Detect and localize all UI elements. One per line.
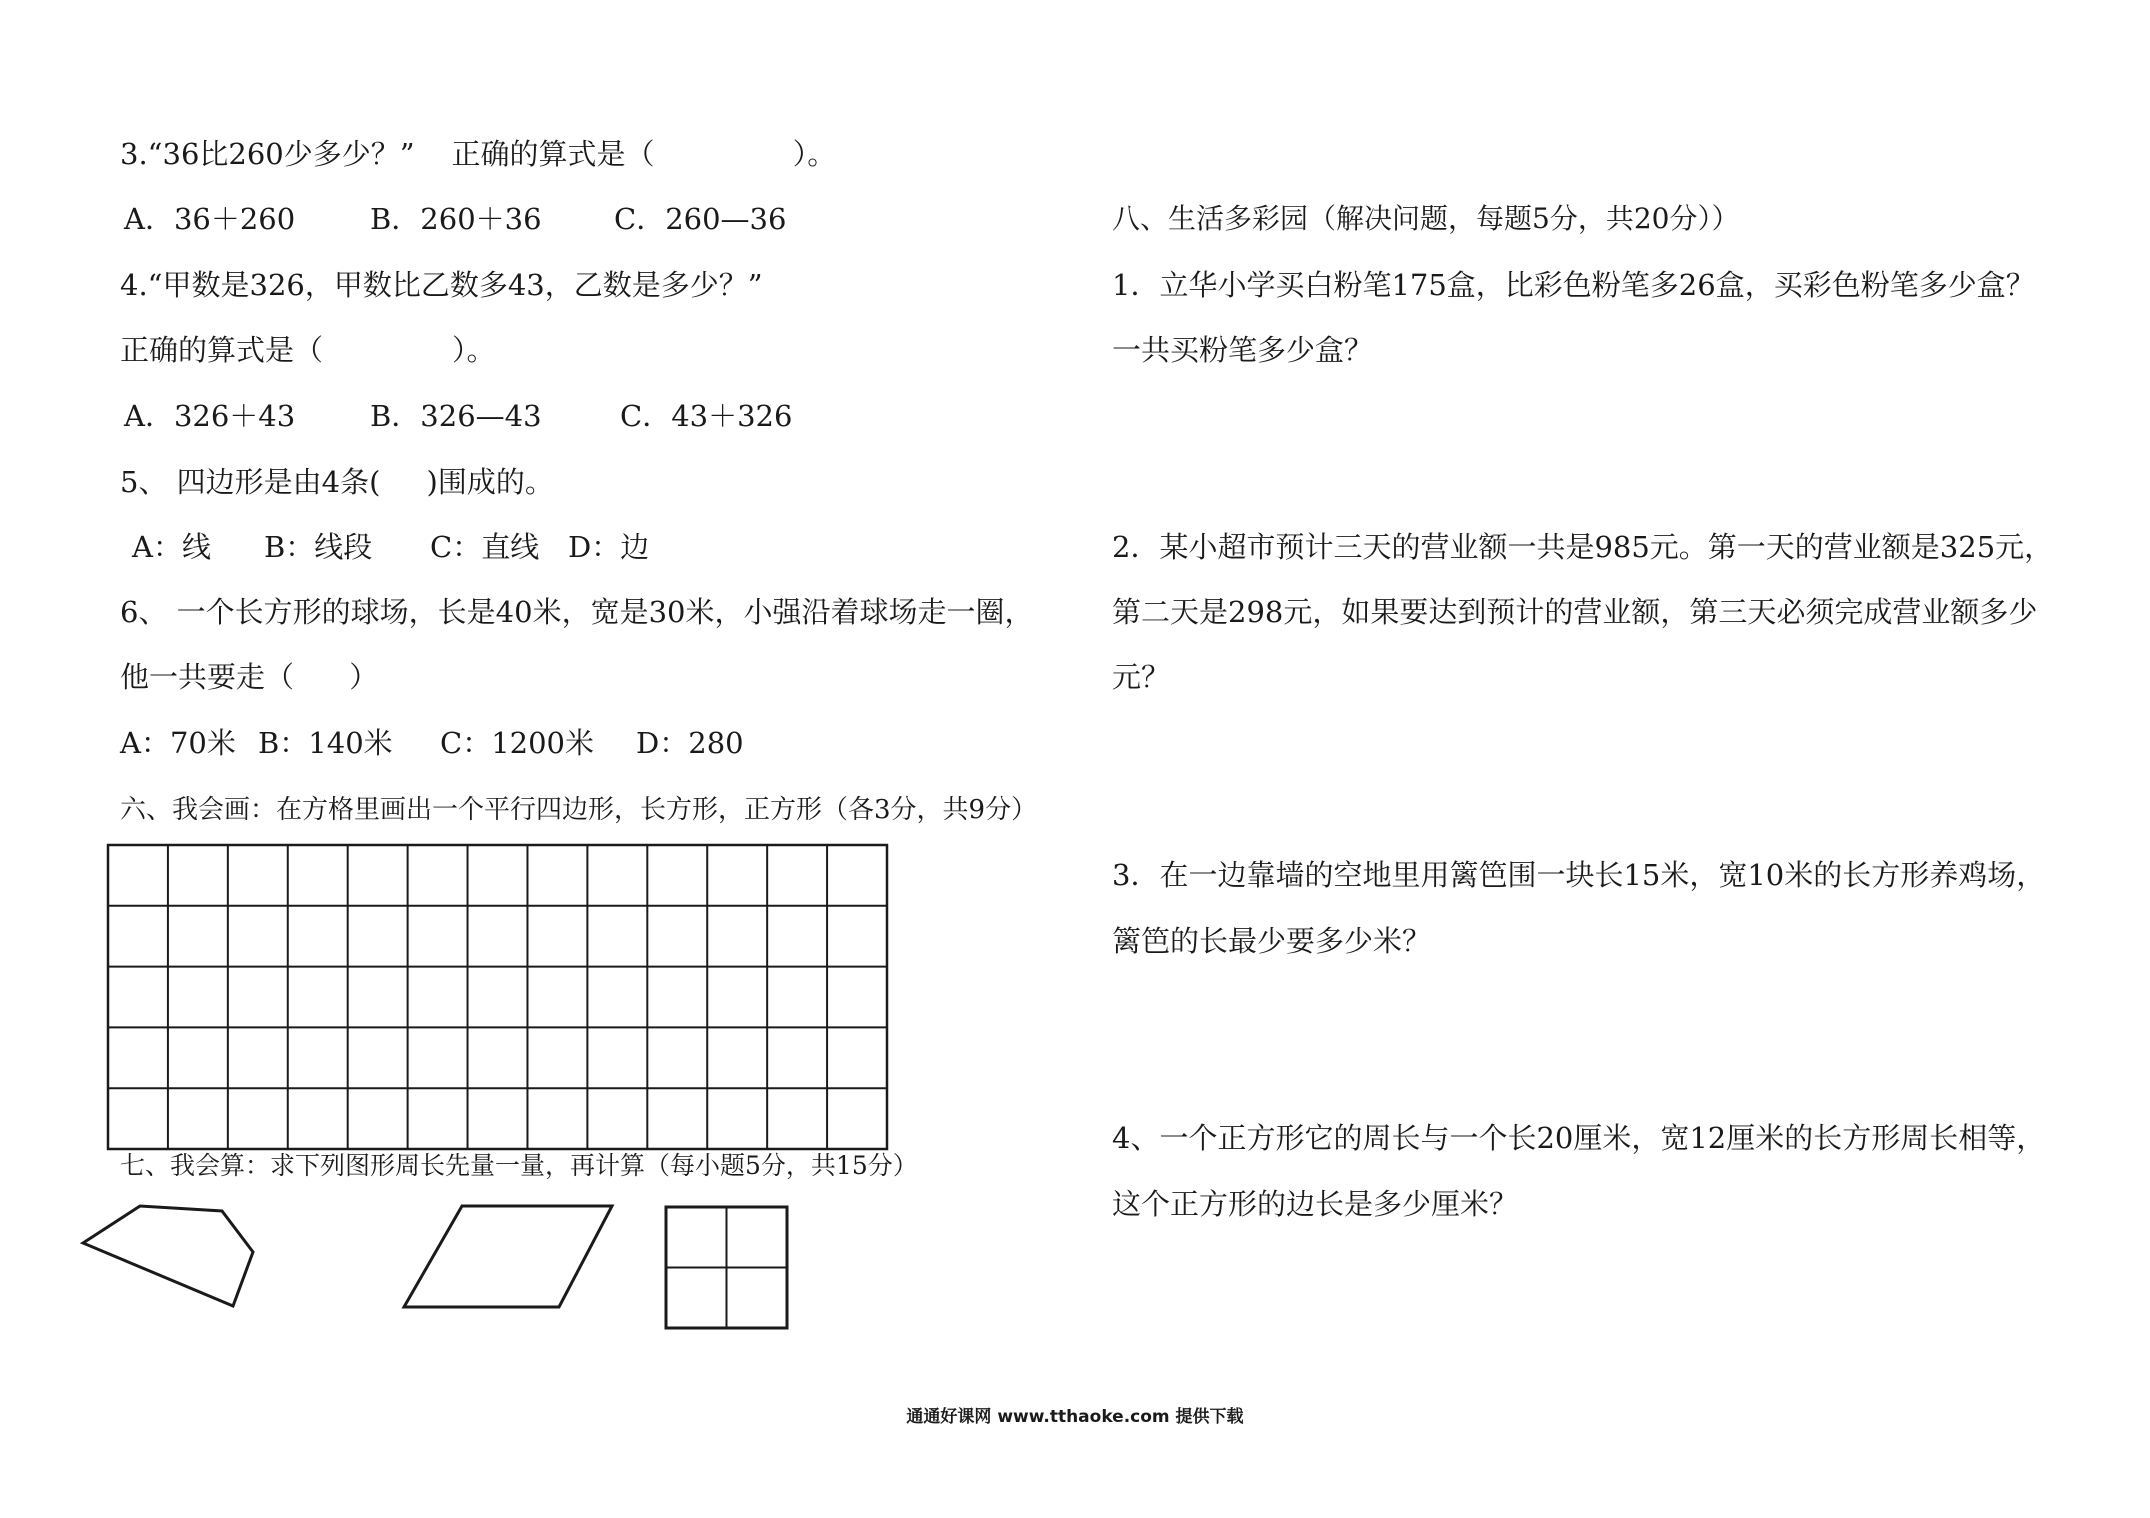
problem-2-line-1: 2．某小超市预计三天的营业额一共是985元。第一天的营业额是325元， [1112, 530, 2054, 564]
section-6-title: 六、我会画：在方格里画出一个平行四边形，长方形，正方形（各3分，共9分） [120, 795, 1038, 825]
q3-option-a: A．36＋260 [124, 202, 296, 236]
problem-1-line-2: 一共买粉笔多少盒？ [1112, 333, 1374, 367]
parallelogram-figure [404, 1206, 612, 1307]
q4-option-a: A．326＋43 [124, 399, 296, 433]
q5-option-d: D：边 [568, 530, 650, 564]
q6-option-d: D：280 [636, 726, 744, 760]
q6-option-c: C：1200米 [440, 726, 594, 760]
q6-option-b: B：140米 [258, 726, 393, 760]
section-8-title: 八、生活多彩园（解决问题，每题5分，共20分）） [1112, 202, 1740, 235]
q5-option-b: B：线段 [264, 530, 373, 564]
q3-option-b: B．260＋36 [370, 202, 542, 236]
grid-frame [108, 845, 887, 1149]
problem-4-line-2: 这个正方形的边长是多少厘米？ [1112, 1187, 1519, 1221]
q4-option-b: B．326—43 [370, 399, 542, 433]
q4-stem-continued: 正确的算式是（ ）。 [120, 333, 496, 367]
q3-stem: 3.“36比260少多少？” 正确的算式是（ ）。 [120, 137, 837, 171]
q5-option-a: A：线 [132, 530, 211, 564]
drawing-grid[interactable] [108, 845, 887, 1149]
problem-1-line-1: 1．立华小学买白粉笔175盒，比彩色粉笔多26盒，买彩色粉笔多少盒？ [1112, 268, 2035, 302]
q3-option-c: C．260—36 [614, 202, 787, 236]
q4-stem: 4.“甲数是326，甲数比乙数多43，乙数是多少？” [120, 268, 763, 302]
problem-3-line-2: 篱笆的长最少要多少米？ [1112, 924, 1432, 958]
problem-4-line-1: 4、一个正方形它的周长与一个长20厘米，宽12厘米的长方形周长相等， [1112, 1121, 2046, 1155]
section-7-title: 七、我会算：求下列图形周长先量一量，再计算（每小题5分，共15分） [120, 1151, 918, 1180]
square-grid-figure [666, 1207, 787, 1328]
q6-option-a: A：70米 [120, 726, 236, 760]
q5-stem: 5、 四边形是由4条( )围成的。 [120, 465, 554, 499]
problem-3-line-1: 3．在一边靠墙的空地里用篱笆围一块长15米，宽10米的长方形养鸡场， [1112, 858, 2046, 892]
q4-option-c: C．43＋326 [620, 399, 793, 433]
irregular-quadrilateral-figure [83, 1206, 253, 1306]
problem-2-line-3: 元？ [1112, 660, 1171, 694]
footer-credit: 通通好课网 www.tthaoke.com 提供下载 [906, 1407, 1244, 1427]
q5-option-c: C：直线 [430, 530, 540, 564]
q6-stem: 6、 一个长方形的球场，长是40米，宽是30米，小强沿着球场走一圈， [120, 595, 1034, 629]
q6-stem-continued: 他一共要走（ ） [120, 660, 379, 694]
problem-2-line-2: 第二天是298元，如果要达到预计的营业额，第三天必须完成营业额多少 [1112, 595, 2038, 629]
